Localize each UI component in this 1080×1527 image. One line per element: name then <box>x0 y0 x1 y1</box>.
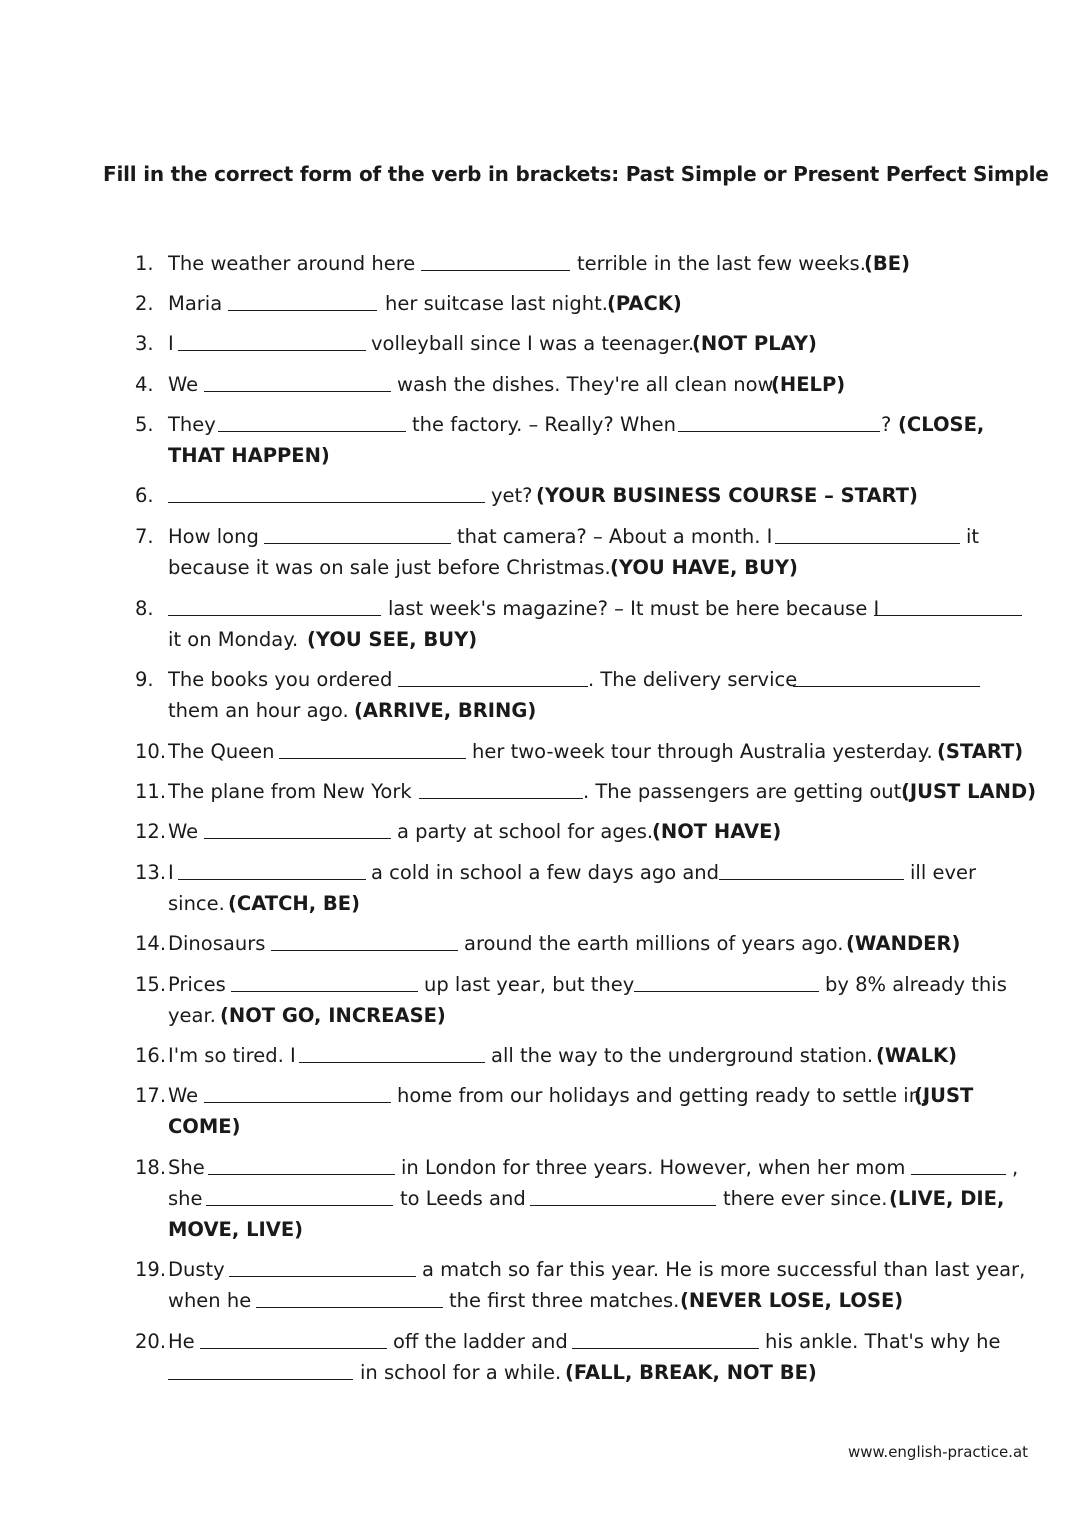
item-number: 18. <box>135 1156 167 1179</box>
answer-blank[interactable] <box>218 431 406 432</box>
text-segment: We <box>168 1084 199 1107</box>
verb-cue: (HELP) <box>771 373 846 396</box>
answer-blank[interactable] <box>204 1102 391 1103</box>
verb-cue: (ARRIVE, BRING) <box>354 699 537 722</box>
item-number: 5. <box>135 413 154 436</box>
text-segment: a party at school for ages. <box>397 820 654 843</box>
item-number: 4. <box>135 373 154 396</box>
answer-blank[interactable] <box>279 758 466 759</box>
answer-blank[interactable] <box>256 1307 443 1308</box>
answer-blank[interactable] <box>299 1062 485 1063</box>
source-url: www.english-practice.at <box>848 1443 1029 1461</box>
item-number: 14. <box>135 932 167 955</box>
text-segment: The books you ordered <box>168 668 393 691</box>
text-segment: . The passengers are getting out. <box>583 780 908 803</box>
text-segment: Maria <box>168 292 223 315</box>
worksheet-title: Fill in the correct form of the verb in brackets: Past Simple or Present Perfect Simple <box>103 162 1049 186</box>
item-number: 2. <box>135 292 154 315</box>
item-number: 15. <box>135 973 167 996</box>
text-segment: her two-week tour through Australia yesterday. <box>472 740 933 763</box>
item-number: 8. <box>135 597 154 620</box>
text-segment: ill ever <box>910 861 977 884</box>
text-segment: there ever since. <box>723 1187 888 1210</box>
verb-cue: (PACK) <box>607 292 682 315</box>
text-segment: she <box>168 1187 203 1210</box>
answer-blank[interactable] <box>168 1379 353 1380</box>
answer-blank[interactable] <box>178 350 366 351</box>
verb-cue: MOVE, LIVE) <box>168 1218 304 1241</box>
answer-blank[interactable] <box>229 1276 416 1277</box>
text-segment: Dusty <box>168 1258 225 1281</box>
verb-cue: (JUST <box>914 1084 974 1107</box>
answer-blank[interactable] <box>911 1174 1006 1175</box>
text-segment: off the ladder and <box>393 1330 568 1353</box>
text-segment: the factory. – Really? When <box>412 413 676 436</box>
text-segment: since. <box>168 892 225 915</box>
text-segment: in school for a while. <box>360 1361 562 1384</box>
answer-blank[interactable] <box>874 615 1022 616</box>
answer-blank[interactable] <box>419 798 583 799</box>
answer-blank[interactable] <box>231 991 418 992</box>
item-number: 16. <box>135 1044 167 1067</box>
verb-cue: (YOU HAVE, BUY) <box>610 556 798 579</box>
verb-cue: (NEVER LOSE, LOSE) <box>680 1289 904 1312</box>
verb-cue: (WANDER) <box>846 932 961 955</box>
text-segment: The Queen <box>168 740 275 763</box>
text-segment: I <box>168 332 174 355</box>
verb-cue: (WALK) <box>876 1044 958 1067</box>
answer-blank[interactable] <box>271 950 458 951</box>
answer-blank[interactable] <box>204 391 391 392</box>
answer-blank[interactable] <box>264 543 451 544</box>
text-segment: it on Monday. <box>168 628 299 651</box>
verb-cue: (START) <box>937 740 1024 763</box>
answer-blank[interactable] <box>208 1174 395 1175</box>
verb-cue: (BE) <box>864 252 911 275</box>
text-segment: He <box>168 1330 195 1353</box>
text-segment: The weather around here <box>168 252 416 275</box>
answer-blank[interactable] <box>398 686 588 687</box>
text-segment: yet? <box>491 484 533 507</box>
answer-blank[interactable] <box>793 686 980 687</box>
text-segment: when he <box>168 1289 252 1312</box>
text-segment: Prices <box>168 973 226 996</box>
text-segment: a match so far this year. He is more successful than last year, <box>422 1258 1026 1281</box>
item-number: 10. <box>135 740 167 763</box>
text-segment: wash the dishes. They're all clean now <box>397 373 774 396</box>
text-segment: his ankle. That's why he <box>765 1330 1001 1353</box>
text-segment: the first three matches. <box>449 1289 680 1312</box>
item-number: 13. <box>135 861 167 884</box>
answer-blank[interactable] <box>206 1205 393 1206</box>
answer-blank[interactable] <box>168 502 485 503</box>
answer-blank[interactable] <box>228 310 377 311</box>
text-segment: ? <box>881 413 892 436</box>
answer-blank[interactable] <box>168 615 381 616</box>
answer-blank[interactable] <box>775 543 960 544</box>
verb-cue: THAT HAPPEN) <box>168 444 330 467</box>
text-segment: by 8% already this <box>825 973 1007 996</box>
text-segment: We <box>168 373 199 396</box>
verb-cue: (YOUR BUSINESS COURSE – START) <box>536 484 918 507</box>
text-segment: them an hour ago. <box>168 699 349 722</box>
item-number: 7. <box>135 525 154 548</box>
text-segment: She <box>168 1156 205 1179</box>
item-number: 6. <box>135 484 154 507</box>
answer-blank[interactable] <box>204 838 391 839</box>
text-segment: year. <box>168 1004 216 1027</box>
verb-cue: (NOT HAVE) <box>652 820 782 843</box>
answer-blank[interactable] <box>634 991 819 992</box>
verb-cue: (NOT GO, INCREASE) <box>220 1004 446 1027</box>
item-number: 19. <box>135 1258 167 1281</box>
verb-cue: COME) <box>168 1115 241 1138</box>
text-segment: . The delivery service <box>588 668 798 691</box>
answer-blank[interactable] <box>200 1348 387 1349</box>
text-segment: that camera? – About a month. I <box>457 525 773 548</box>
text-segment: We <box>168 820 199 843</box>
text-segment: terrible in the last few weeks. <box>577 252 866 275</box>
answer-blank[interactable] <box>178 879 366 880</box>
item-number: 3. <box>135 332 154 355</box>
answer-blank[interactable] <box>421 270 570 271</box>
verb-cue: (YOU SEE, BUY) <box>307 628 478 651</box>
text-segment: The plane from New York <box>168 780 412 803</box>
text-segment: around the earth millions of years ago. <box>464 932 844 955</box>
item-number: 12. <box>135 820 167 843</box>
verb-cue: (NOT PLAY) <box>692 332 817 355</box>
item-number: 11. <box>135 780 167 803</box>
verb-cue: (JUST LAND) <box>901 780 1037 803</box>
item-number: 20. <box>135 1330 167 1353</box>
item-number: 17. <box>135 1084 167 1107</box>
answer-blank[interactable] <box>678 431 880 432</box>
item-number: 1. <box>135 252 154 275</box>
text-segment: all the way to the underground station. <box>491 1044 874 1067</box>
text-segment: volleyball since I was a teenager. <box>371 332 695 355</box>
text-segment: it <box>966 525 980 548</box>
answer-blank[interactable] <box>719 879 904 880</box>
text-segment: Dinosaurs <box>168 932 266 955</box>
text-segment: a cold in school a few days ago and <box>371 861 720 884</box>
text-segment: her suitcase last night. <box>385 292 608 315</box>
text-segment: in London for three years. However, when her mom <box>401 1156 906 1179</box>
text-segment: I <box>168 861 174 884</box>
text-segment: They <box>168 413 216 436</box>
verb-cue: (CATCH, BE) <box>228 892 361 915</box>
text-segment: because it was on sale just before Christmas. <box>168 556 611 579</box>
verb-cue: (LIVE, DIE, <box>889 1187 1005 1210</box>
text-segment: , <box>1012 1156 1019 1179</box>
answer-blank[interactable] <box>530 1205 716 1206</box>
text-segment: up last year, but they <box>424 973 635 996</box>
verb-cue: (FALL, BREAK, NOT BE) <box>565 1361 817 1384</box>
text-segment: I'm so tired. I <box>168 1044 296 1067</box>
item-number: 9. <box>135 668 154 691</box>
answer-blank[interactable] <box>572 1348 759 1349</box>
text-segment: to Leeds and <box>400 1187 526 1210</box>
text-segment: home from our holidays and getting ready to settle in. <box>397 1084 928 1107</box>
verb-cue: (CLOSE, <box>898 413 985 436</box>
text-segment: last week's magazine? – It must be here because I <box>388 597 880 620</box>
text-segment: How long <box>168 525 259 548</box>
